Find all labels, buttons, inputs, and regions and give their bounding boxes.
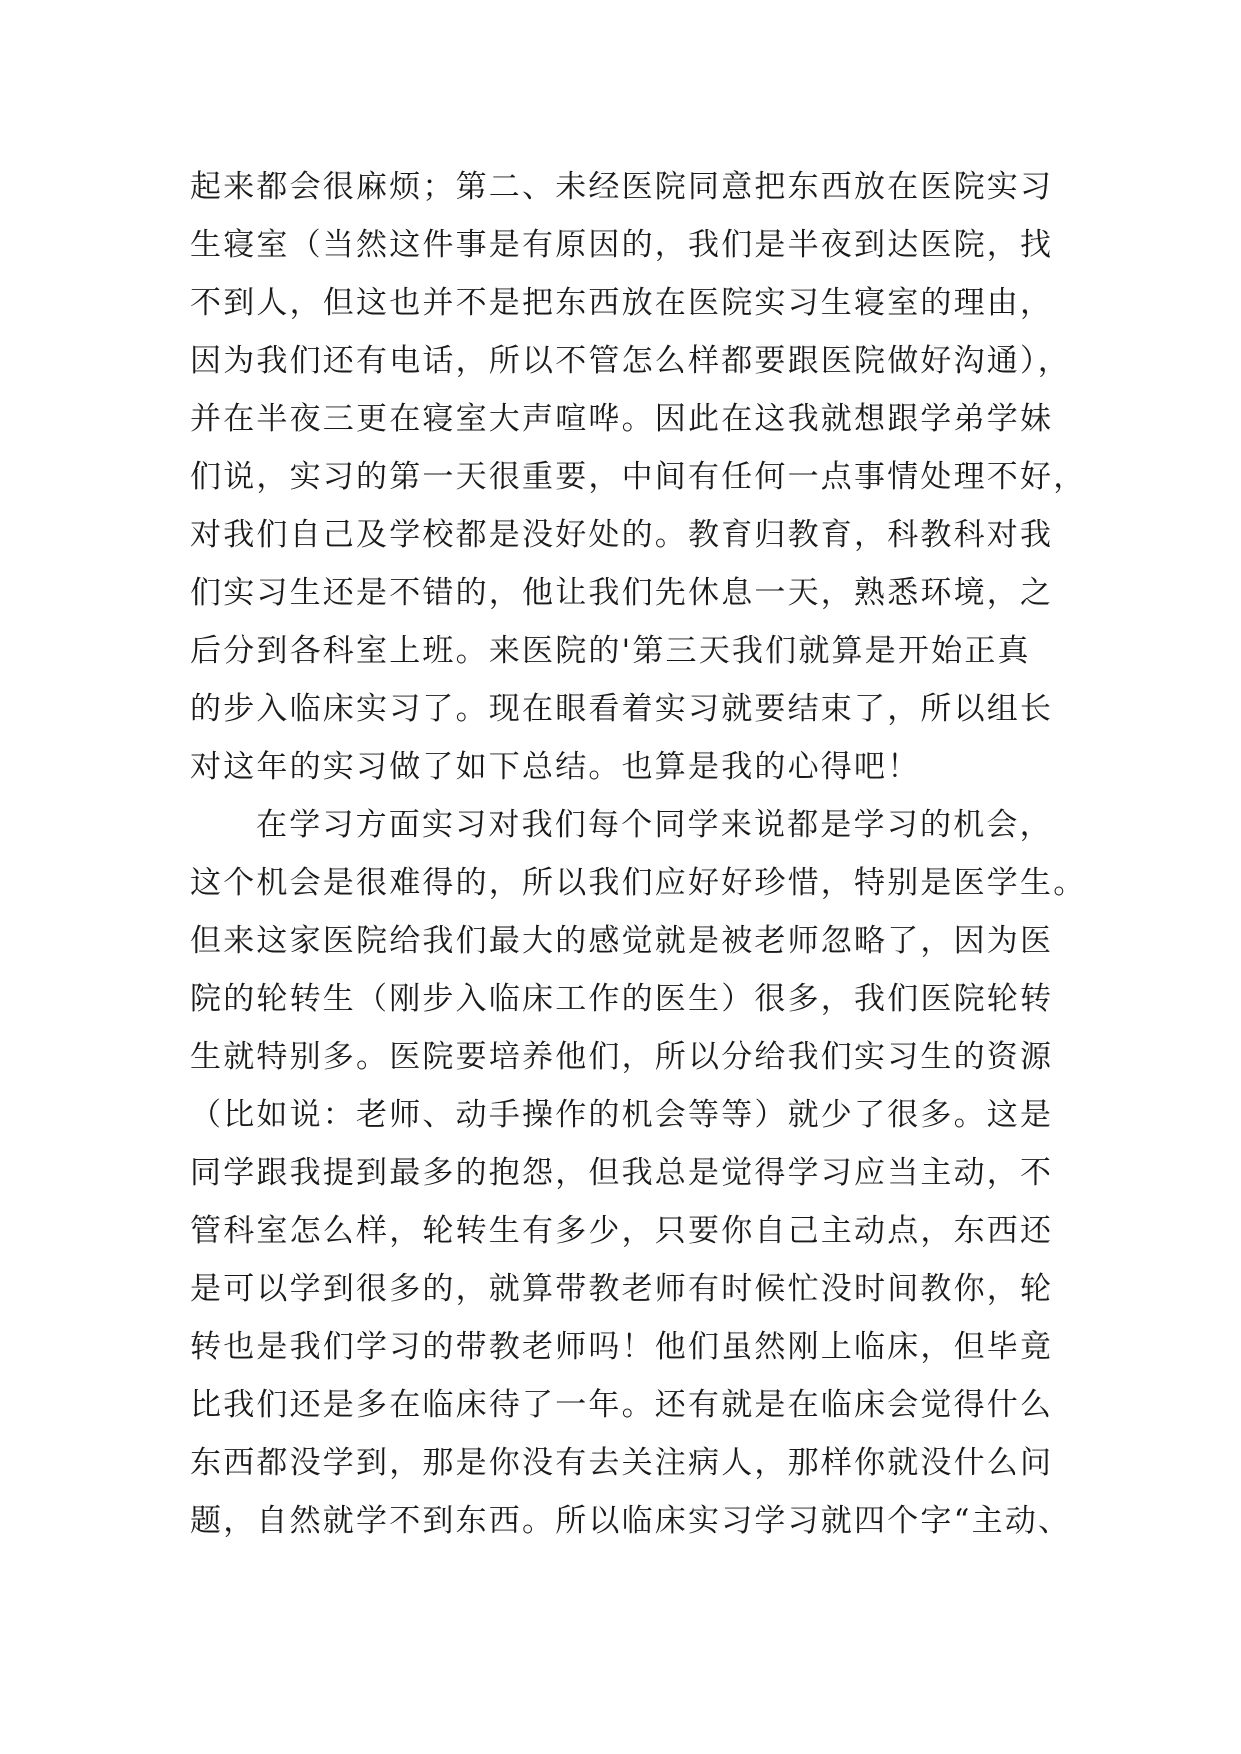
text-line: 院的轮转生（刚步入临床工作的医生）很多，我们医院轮转 xyxy=(190,981,1054,1017)
text-line: 比我们还是多在临床待了一年。还有就是在临床会觉得什么 xyxy=(190,1387,1054,1423)
text-line: 对我们自己及学校都是没好处的。教育归教育，科教科对我 xyxy=(190,517,1054,553)
text-line: 生寝室（当然这件事是有原因的，我们是半夜到达医院，找 xyxy=(190,227,1054,263)
text-line: 并在半夜三更在寝室大声喧哗。因此在这我就想跟学弟学妹 xyxy=(190,401,1054,437)
text-line: 在学习方面实习对我们每个同学来说都是学习的机会， xyxy=(256,807,1053,843)
text-line: 是可以学到很多的，就算带教老师有时候忙没时间教你，轮 xyxy=(190,1271,1054,1307)
body-text xyxy=(190,158,1087,1550)
text-line: 管科室怎么样，轮转生有多少，只要你自己主动点，东西还 xyxy=(190,1213,1054,1249)
text-line: 题，自然就学不到东西。所以临床实习学习就四个字“主动、 xyxy=(190,1503,1072,1539)
paragraph xyxy=(190,158,1087,796)
text-line: （比如说：老师、动手操作的机会等等）就少了很多。这是 xyxy=(190,1097,1054,1133)
text-line: 的步入临床实习了。现在眼看着实习就要结束了，所以组长 xyxy=(190,691,1054,727)
text-line: 生就特别多。医院要培养他们，所以分给我们实习生的资源 xyxy=(190,1039,1054,1075)
text-line: 但来这家医院给我们最大的感觉就是被老师忽略了，因为医 xyxy=(190,923,1054,959)
paragraph xyxy=(190,796,1087,1550)
text-line: 东西都没学到，那是你没有去关注病人，那样你就没什么问 xyxy=(190,1445,1054,1481)
text-line: 后分到各科室上班。来医院的'第三天我们就算是开始正真 xyxy=(190,633,1031,669)
text-line: 起来都会很麻烦；第二、未经医院同意把东西放在医院实习 xyxy=(190,169,1054,205)
text-line: 转也是我们学习的带教老师吗！他们虽然刚上临床，但毕竟 xyxy=(190,1329,1054,1365)
text-line: 因为我们还有电话，所以不管怎么样都要跟医院做好沟通）， xyxy=(190,343,1071,379)
text-line: 对这年的实习做了如下总结。也算是我的心得吧！ xyxy=(190,749,921,785)
text-line: 这个机会是很难得的，所以我们应好好珍惜，特别是医学生。 xyxy=(190,865,1087,901)
text-line: 们实习生还是不错的，他让我们先休息一天，熟悉环境，之 xyxy=(190,575,1054,611)
text-line: 同学跟我提到最多的抱怨，但我总是觉得学习应当主动，不 xyxy=(190,1155,1054,1191)
text-line: 们说，实习的第一天很重要，中间有任何一点事情处理不好， xyxy=(190,459,1087,495)
text-line: 不到人，但这也并不是把东西放在医院实习生寝室的理由， xyxy=(190,285,1054,321)
